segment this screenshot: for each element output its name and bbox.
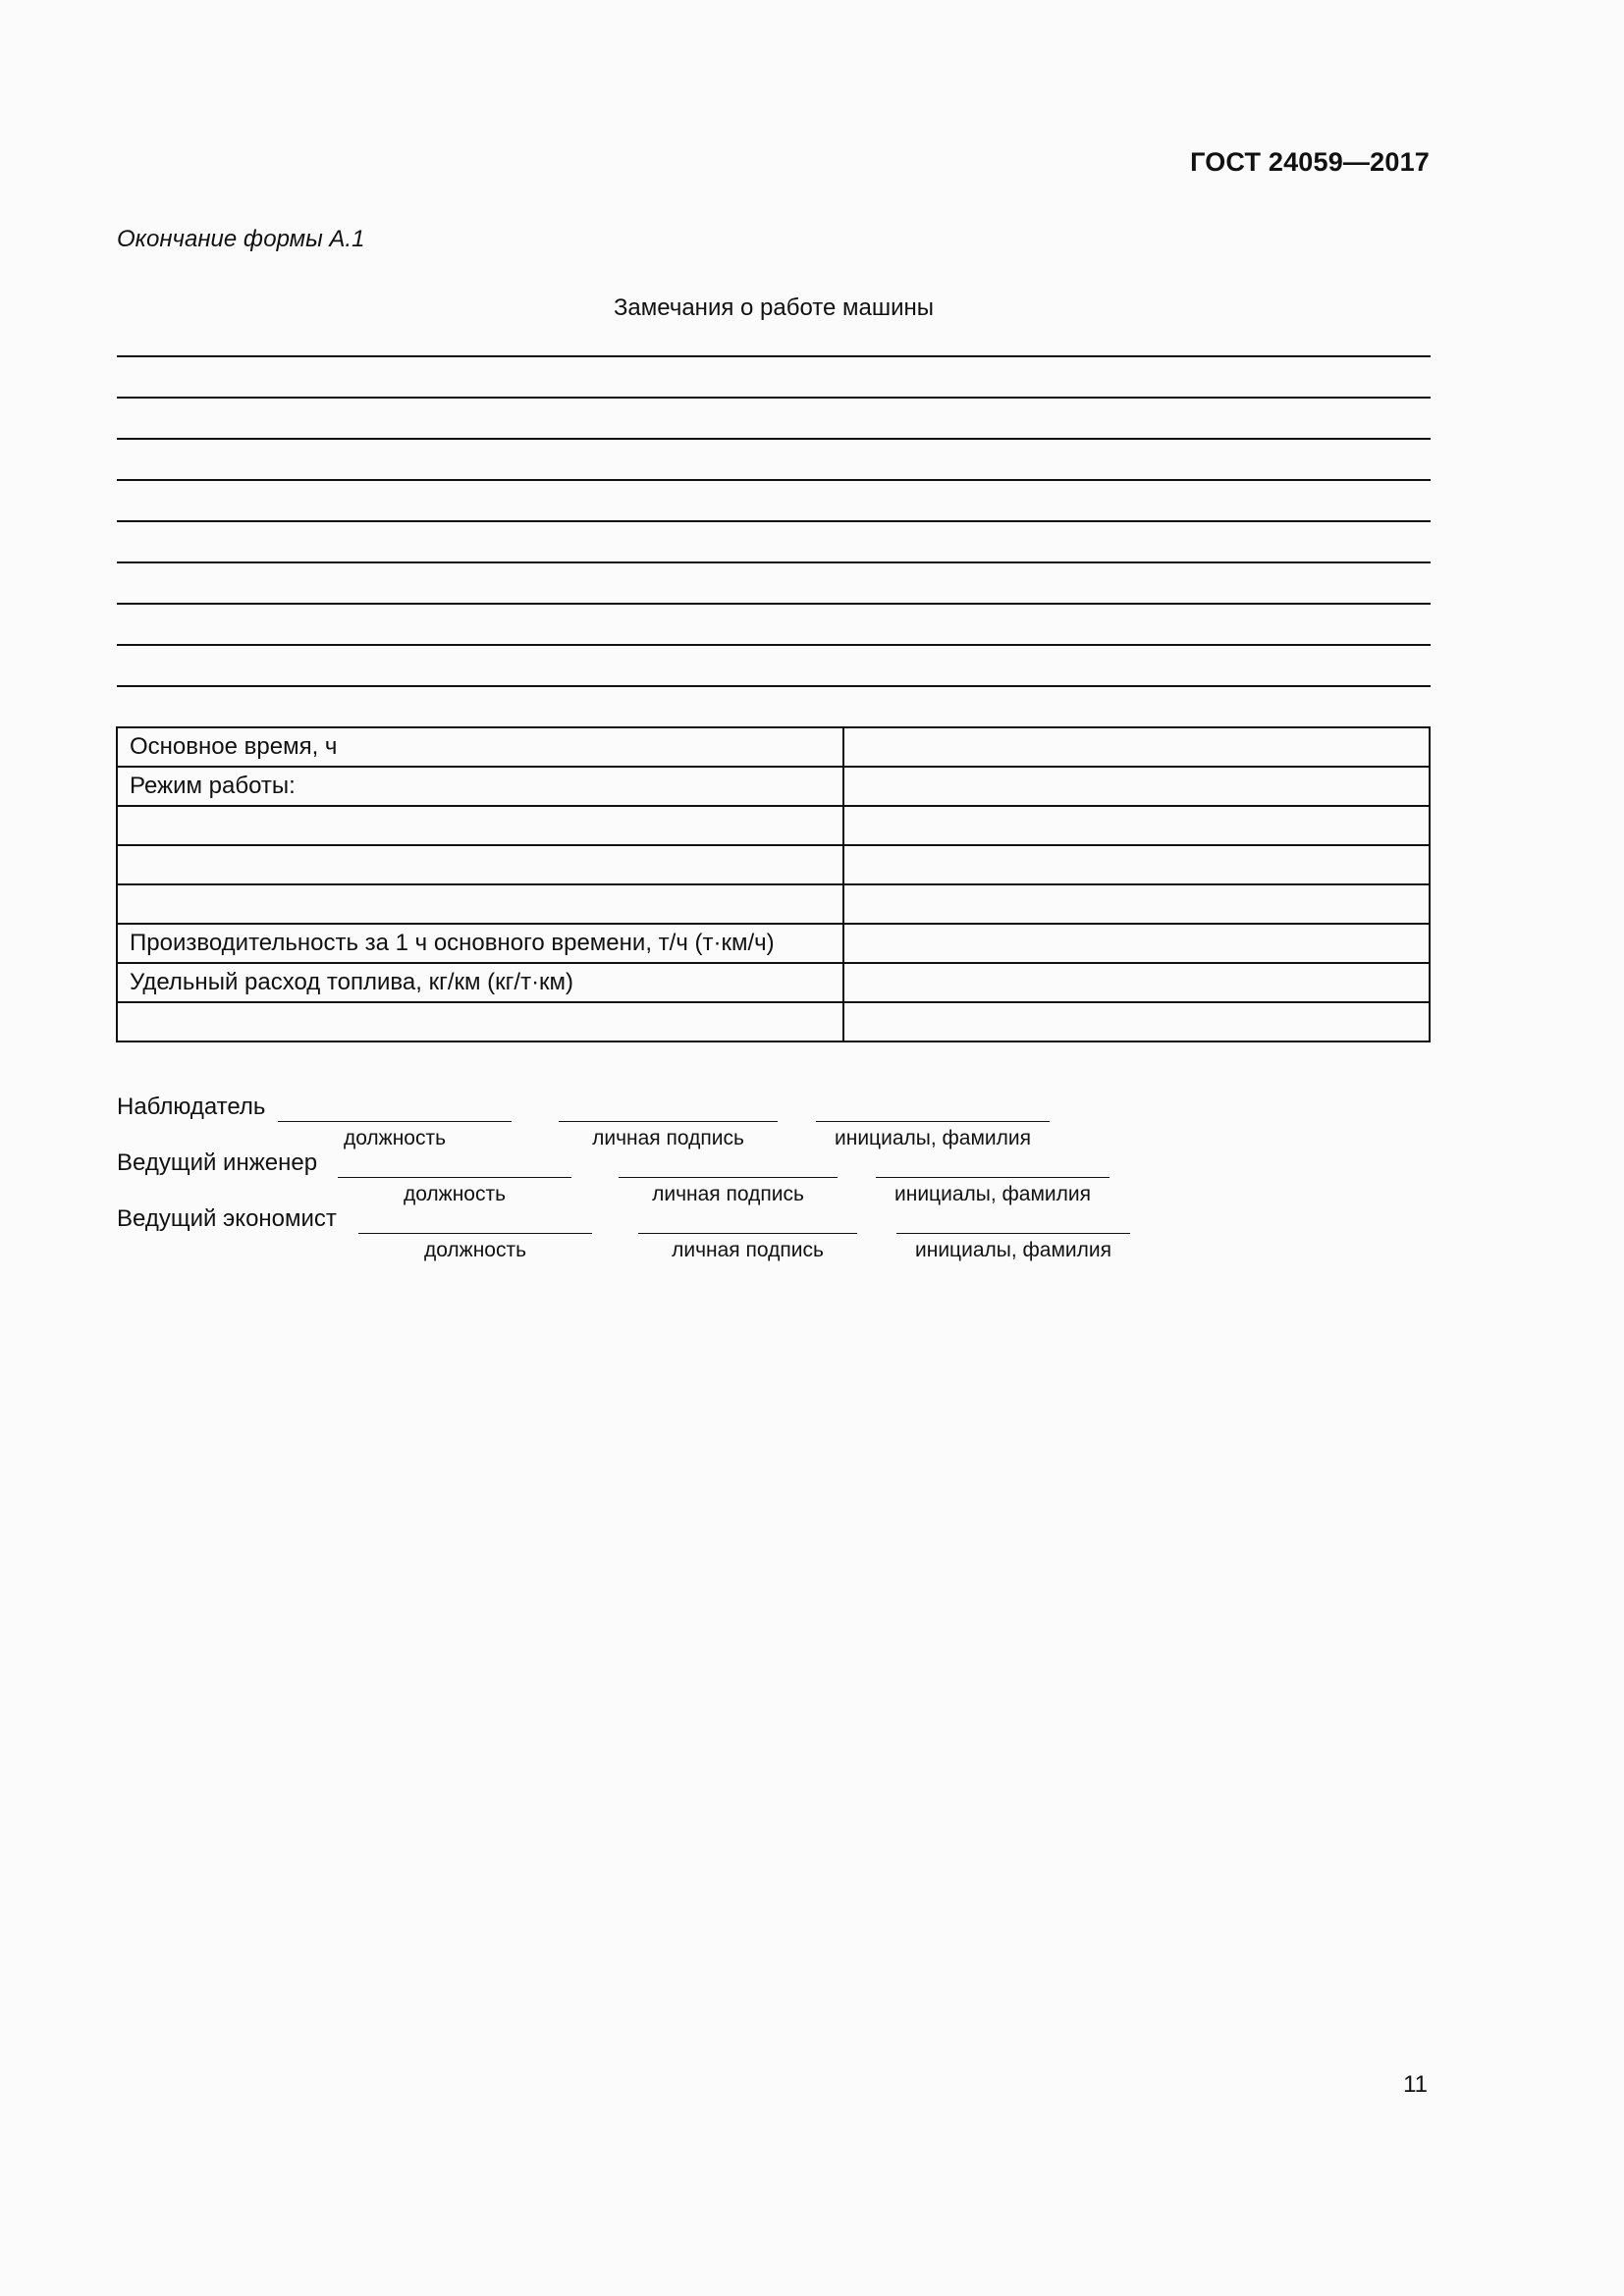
name-line[interactable]: [896, 1233, 1130, 1234]
remark-line[interactable]: [117, 479, 1431, 481]
row-value-cell[interactable]: [843, 845, 1430, 884]
remark-line[interactable]: [117, 438, 1431, 440]
row-value-cell[interactable]: [843, 924, 1430, 963]
table-row: [117, 806, 1430, 845]
remark-line[interactable]: [117, 603, 1431, 605]
signature-row-lead-economist: [117, 1201, 1197, 1261]
position-line[interactable]: [278, 1121, 512, 1122]
row-label: Удельный расход топлива, кг/км (кг/т·км): [117, 963, 843, 1002]
table-row: [117, 1002, 1430, 1041]
remark-line[interactable]: [117, 520, 1431, 522]
position-hint: должность: [423, 1239, 527, 1261]
document-code: ГОСТ 24059—2017: [1190, 147, 1430, 177]
remark-line[interactable]: [117, 644, 1431, 646]
signature-row-lead-engineer: [117, 1146, 1197, 1205]
signature-block: [117, 1090, 1197, 1261]
row-label[interactable]: [117, 845, 843, 884]
remark-line[interactable]: [117, 397, 1431, 399]
row-label[interactable]: [117, 1002, 843, 1041]
signature-hint: личная подпись: [672, 1239, 824, 1261]
remark-line[interactable]: [117, 685, 1431, 687]
page-number: 11: [1403, 2071, 1428, 2098]
row-value-cell[interactable]: [843, 727, 1430, 767]
row-value-cell[interactable]: [843, 1002, 1430, 1041]
name-hint: инициалы, фамилия: [894, 1183, 1091, 1205]
table-row: [117, 884, 1430, 924]
table-row: [117, 924, 1430, 963]
form-caption: Окончание формы А.1: [117, 226, 365, 252]
remarks-title: Замечания о работе машины: [613, 294, 935, 321]
table-row: [117, 767, 1430, 806]
name-hint: инициалы, фамилия: [915, 1239, 1111, 1261]
position-line[interactable]: [338, 1177, 571, 1178]
signature-line[interactable]: [559, 1121, 778, 1122]
table-row: [117, 727, 1430, 767]
row-value-cell[interactable]: [843, 806, 1430, 845]
position-hint: должность: [343, 1127, 447, 1149]
row-label: Режим работы:: [117, 767, 843, 806]
remark-line[interactable]: [117, 561, 1431, 563]
table-row: [117, 963, 1430, 1002]
remarks-lines: [117, 355, 1431, 687]
name-hint: инициалы, фамилия: [835, 1127, 1031, 1149]
signer-role: Наблюдатель: [117, 1094, 266, 1120]
row-value-cell[interactable]: [843, 767, 1430, 806]
remark-line[interactable]: [117, 355, 1431, 357]
signature-hint: личная подпись: [652, 1183, 804, 1205]
name-line[interactable]: [816, 1121, 1050, 1122]
row-label: Производительность за 1 ч основного времени, т/ч (т·км/ч): [117, 924, 843, 963]
row-label: Основное время, ч: [117, 727, 843, 767]
row-label[interactable]: [117, 884, 843, 924]
signature-hint: личная подпись: [592, 1127, 744, 1149]
signature-line[interactable]: [638, 1233, 857, 1234]
signer-role: Ведущий экономист: [117, 1205, 337, 1232]
signature-line[interactable]: [619, 1177, 838, 1178]
signature-row-observer: [117, 1090, 1197, 1149]
row-value-cell[interactable]: [843, 884, 1430, 924]
row-label[interactable]: [117, 806, 843, 845]
position-hint: должность: [403, 1183, 507, 1205]
row-value-cell[interactable]: [843, 963, 1430, 1002]
name-line[interactable]: [876, 1177, 1110, 1178]
position-line[interactable]: [358, 1233, 592, 1234]
table-row: [117, 845, 1430, 884]
work-data-table: [116, 726, 1431, 1042]
signer-role: Ведущий инженер: [117, 1149, 318, 1176]
